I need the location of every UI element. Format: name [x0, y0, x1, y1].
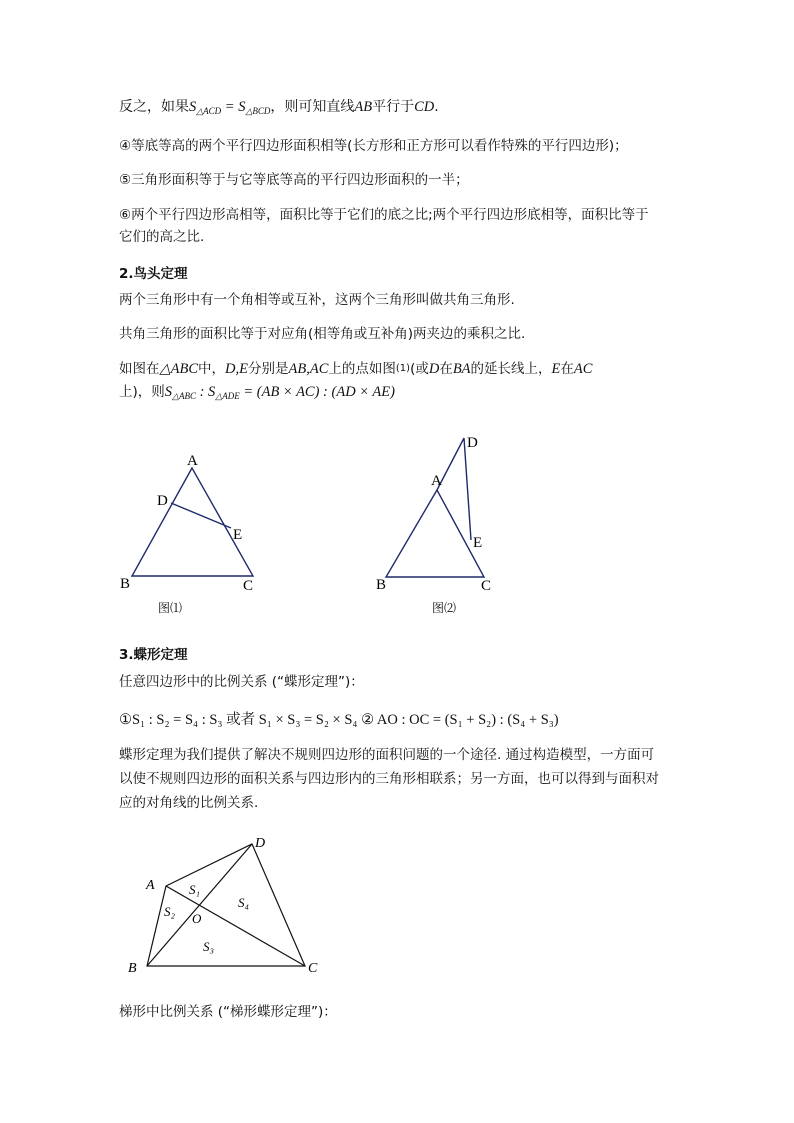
label-e: E	[233, 527, 243, 543]
converse-paragraph	[119, 96, 439, 122]
figure-1-caption: 图⑴	[158, 601, 183, 615]
butterfly-formula: ①S₁ : S₂ = S₄ : S₃ 或者 S₁ × S₃ = S₂ × S₄ ② AO : OC = (S₁ + S₂) : (S₄ + S₃)	[119, 712, 559, 728]
label-o: O	[192, 911, 202, 926]
math: AC	[573, 361, 593, 377]
text: 在	[439, 361, 453, 377]
trapezoid-paragraph: 梯形中比例关系 (“梯形蝶形定理”)：	[119, 1004, 337, 1020]
s3-paragraph-1: 任意四边形中的比例关系 (“蝶形定理”)：	[119, 674, 364, 690]
s3-paragraph-2-line1: 蝶形定理为我们提供了解决不规则四边形的面积问题的一个途径. 通过构造模型，一方面可	[119, 747, 655, 763]
label-s1: S₁	[189, 882, 201, 897]
math: S	[189, 99, 197, 115]
label-a: A	[146, 878, 155, 893]
math: CD	[414, 99, 435, 115]
label-s2: S₂	[164, 904, 176, 919]
text: .	[434, 99, 439, 115]
s2-paragraph-3-line2	[119, 381, 395, 407]
text: 的延长线上，	[470, 361, 552, 377]
figure-ref: (1)	[395, 363, 411, 374]
label-c: C	[308, 961, 318, 976]
segment-de	[464, 438, 471, 540]
figure-1-diagram	[110, 445, 280, 595]
s3-paragraph-2-line3: 应的对角线的比例关系.	[119, 795, 259, 811]
diagonal-ac	[166, 886, 305, 966]
item-5: ⑤三角形面积等于与它等底等高的平行四边形面积的一半；	[119, 172, 469, 188]
label-b: B	[120, 576, 131, 592]
text: 平行于	[372, 99, 415, 115]
math: S	[164, 384, 173, 400]
math: D,E	[225, 361, 249, 377]
s3-paragraph-2-line2: 以使不规则四边形的面积关系与四边形内的三角形相联系；另一方面，也可以得到与面积对	[119, 771, 659, 787]
math: =	[221, 99, 239, 115]
section-2-heading: 2.鸟头定理	[119, 266, 188, 282]
text: ，则可知直线	[270, 99, 355, 115]
label-a: A	[187, 453, 198, 469]
math: AB,AC	[288, 361, 329, 377]
label-s4: S₄	[238, 895, 250, 910]
text: 如图在	[119, 361, 160, 377]
math-sub: △ACD	[196, 106, 222, 116]
text: 上的点如图	[328, 361, 396, 377]
triangle-abc	[132, 468, 253, 576]
math: = (AB × AC) : (AD × AE)	[239, 384, 395, 400]
math: D	[428, 361, 440, 377]
s2-paragraph-3-line1	[119, 358, 592, 380]
segment-de	[171, 503, 231, 528]
section-3-heading: 3.蝶形定理	[119, 647, 188, 663]
item-4: ④等底等高的两个平行四边形面积相等(长方形和正方形可以看作特殊的平行四边形)；	[119, 138, 628, 154]
text: 在	[560, 361, 574, 377]
text: 上)，则	[119, 384, 165, 400]
item-6-line2: 它们的高之比.	[119, 229, 205, 245]
math-sub: △ABC	[172, 391, 196, 401]
math: BA	[452, 361, 471, 377]
math: △ABC	[159, 361, 199, 377]
label-c: C	[481, 578, 492, 594]
diagonal-bd	[147, 844, 252, 966]
s2-paragraph-1: 两个三角形中有一个角相等或互补，这两个三角形叫做共角三角形.	[119, 292, 515, 308]
label-c: C	[243, 578, 254, 594]
item-6-line1: ⑥两个平行四边形高相等，面积比等于它们的底之比;两个平行四边形底相等，面积比等于	[119, 207, 649, 223]
label-d: D	[255, 836, 266, 851]
text: 中，	[198, 361, 226, 377]
text: 反之，如果	[119, 99, 189, 115]
label-e: E	[473, 535, 483, 551]
math: :	[195, 384, 209, 400]
math-sub: △ADE	[215, 391, 240, 401]
text: (或	[410, 361, 429, 377]
label-d: D	[467, 435, 478, 451]
label-b: B	[376, 577, 387, 593]
math: E	[551, 361, 561, 377]
label-s3: S₃	[203, 939, 215, 954]
text: 分别是	[248, 361, 289, 377]
math-sub: △BCD	[245, 106, 271, 116]
triangle-abc	[386, 490, 484, 577]
s2-paragraph-2: 共角三角形的面积比等于对应角(相等角或互补角)两夹边的乘积之比.	[119, 326, 526, 342]
label-a: A	[431, 473, 442, 489]
label-d: D	[157, 493, 168, 509]
label-b: B	[128, 961, 137, 976]
math: S	[208, 384, 216, 400]
figure-2-caption: 图⑵	[432, 601, 457, 615]
figure-2-diagram	[370, 430, 510, 600]
math: AB	[354, 99, 373, 115]
math: S	[238, 99, 246, 115]
figure-3-butterfly-diagram	[120, 830, 340, 980]
